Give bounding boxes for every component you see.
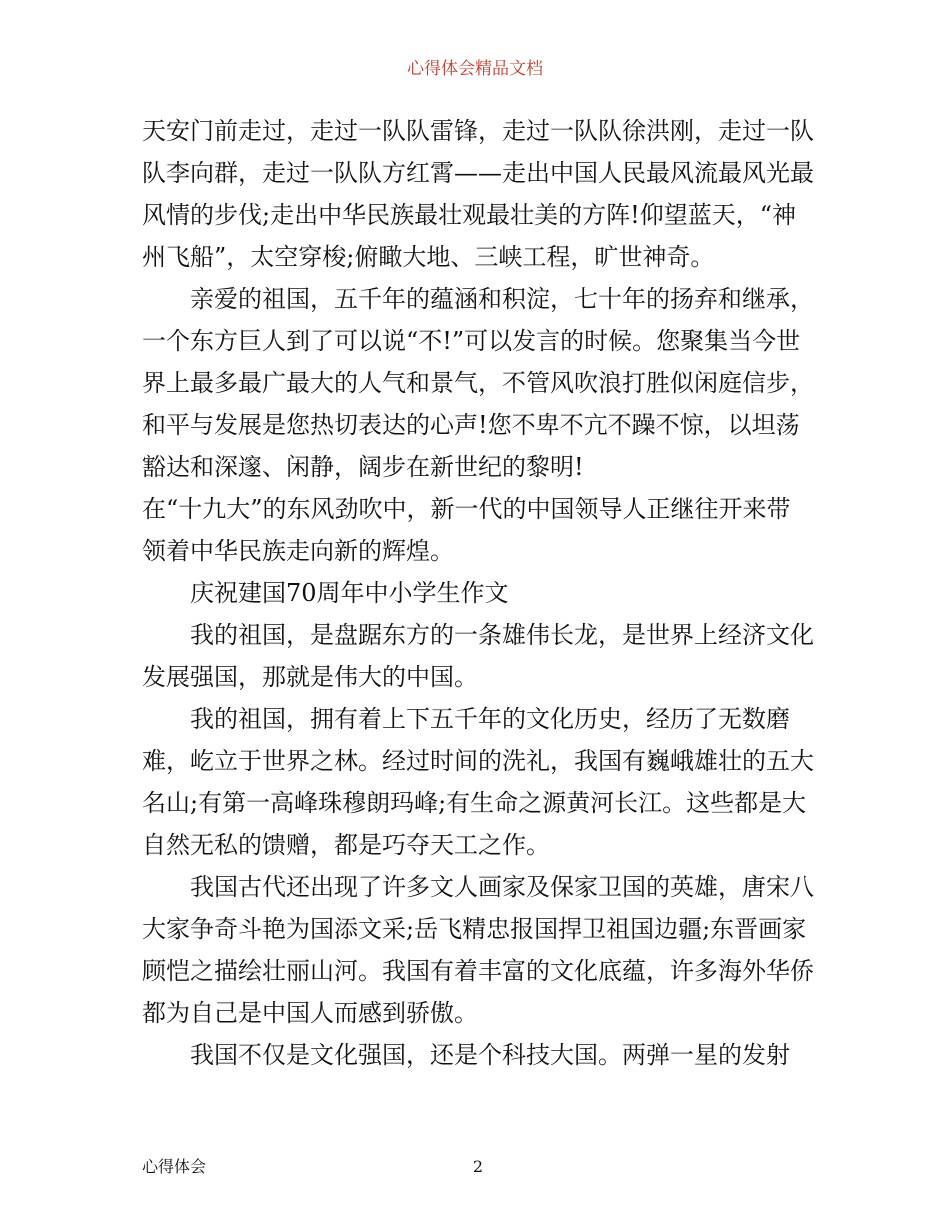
page-number: 2 xyxy=(472,1157,484,1176)
footer-label: 心得体会 xyxy=(142,1157,207,1176)
paragraph: 我国古代还出现了许多文人画家及保家卫国的英雄，唐宋八大家争奇斗艳为国添文采;岳飞精忠报国捍卫祖国边疆;东晋画家顾恺之描绘壮丽山河。我国有着丰富的文化底蕴，许多海外华侨都为自己是中国人而感到骄傲。 xyxy=(142,873,814,1027)
paragraph: 在“十九大”的东风劲吹中，新一代的中国领导人正继往开来带领着中华民族走向新的辉煌。 xyxy=(142,495,791,565)
page-header-title: 心得体会精品文档 xyxy=(407,59,543,79)
paragraph: 我的祖国，拥有着上下五千年的文化历史，经历了无数磨难，屹立于世界之林。经过时间的洗礼，我国有巍峨雄壮的五大名山;有第一高峰珠穆朗玛峰;有生命之源黄河长江。这些都是大自然无私的馈赠，都是巧夺天工之作。 xyxy=(142,705,814,859)
paragraph-continued: 天安门前走过，走过一队队雷锋，走过一队队徐洪刚，走过一队队李向群，走过一队队方红霄——走出中国人民最风流最风光最风情的步伐;走出中华民族最壮观最壮美的方阵!仰望蓝天，“神州飞船”，太空穿梭;俯瞰大地、三峡工程，旷世神奇。 xyxy=(142,117,814,271)
document-body xyxy=(142,110,814,1076)
page-footer xyxy=(142,1156,814,1178)
paragraph: 我的祖国，是盘踞东方的一条雄伟长龙，是世界上经济文化发展强国，那就是伟大的中国。 xyxy=(142,621,814,691)
essay-title: 庆祝建国70周年中小学生作文 xyxy=(190,579,509,607)
paragraph: 我国不仅是文化强国，还是个科技大国。两弹一星的发射 xyxy=(190,1041,790,1069)
paragraph: 亲爱的祖国，五千年的蕴涵和积淀，七十年的扬弃和继承，一个东方巨人到了可以说“不!”可以发言的时候。您聚集当今世界上最多最广最大的人气和景气，不管风吹浪打胜似闲庭信步，和平与发展是您热切表达的心声!您不卑不亢不躁不惊，以坦荡豁达和深邃、闲静，阔步在新世纪的黎明! xyxy=(142,285,814,481)
